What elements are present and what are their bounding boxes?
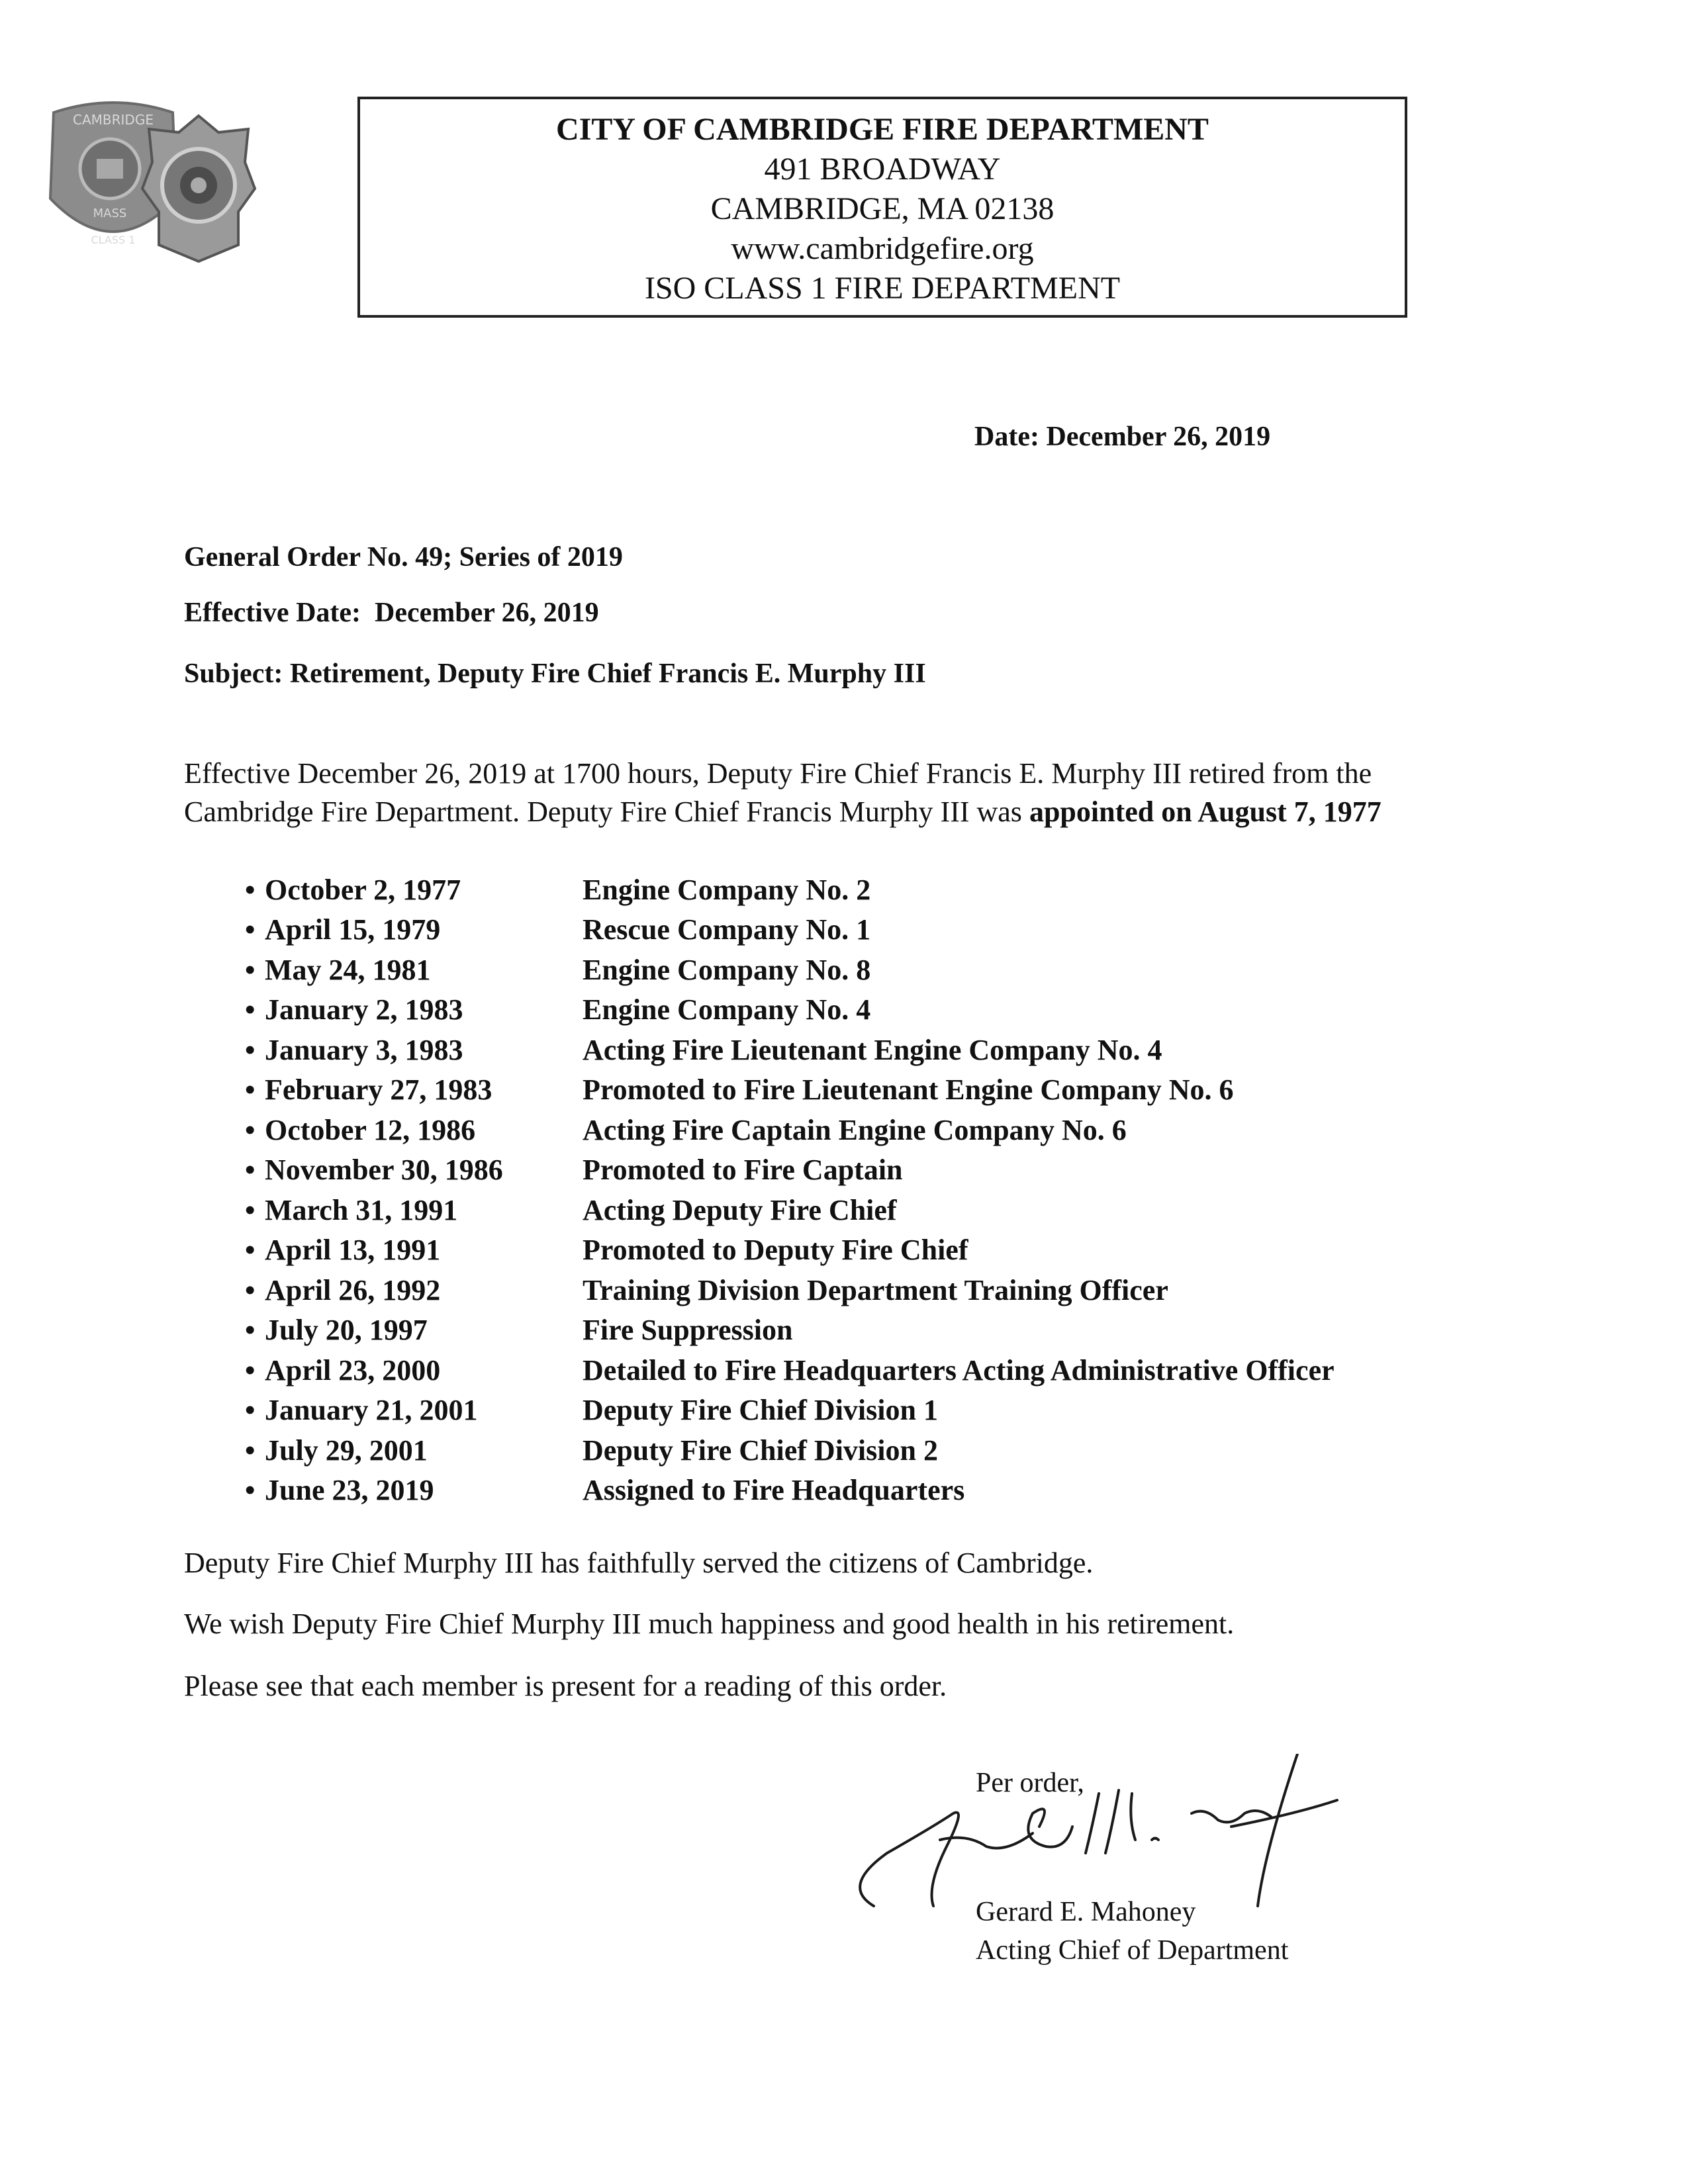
- timeline-event: Engine Company No. 2: [583, 873, 871, 906]
- bullet-icon: •: [245, 1234, 256, 1267]
- department-website: www.cambridgefire.org: [731, 231, 1034, 266]
- timeline-event: Rescue Company No. 1: [583, 913, 871, 946]
- timeline-row: [245, 1190, 1503, 1230]
- timeline-event: Acting Fire Captain Engine Company No. 6: [583, 1113, 1127, 1146]
- bullet-icon: •: [245, 993, 256, 1026]
- bullet-icon: •: [245, 1394, 256, 1427]
- timeline-date: April 26, 1992: [265, 1273, 441, 1306]
- signatory-block: [976, 1893, 1288, 1970]
- timeline-event: Deputy Fire Chief Division 1: [583, 1394, 938, 1427]
- bullet-icon: •: [245, 1113, 256, 1146]
- logo-text-mass: MASS: [93, 206, 127, 220]
- closing-line-3: Please see that each member is present for a reading of this order.: [184, 1670, 947, 1702]
- logo-text-class: CLASS 1: [91, 234, 136, 246]
- department-city: CAMBRIDGE, MA 02138: [710, 191, 1055, 226]
- timeline-row: [245, 1270, 1503, 1310]
- timeline-date: June 23, 2019: [265, 1474, 434, 1507]
- timeline-row: [245, 1390, 1503, 1431]
- department-street: 491 BROADWAY: [764, 152, 1001, 187]
- fire-department-badge-logo: [139, 113, 258, 265]
- intro-line-2-text: Cambridge Fire Department. Deputy Fire Chief Francis Murphy III was: [184, 796, 1029, 828]
- timeline-event: Training Division Department Training Officer: [583, 1273, 1168, 1306]
- timeline-date: April 15, 1979: [265, 913, 441, 946]
- department-header-box: [357, 97, 1407, 318]
- timeline-row: [245, 1230, 1503, 1271]
- timeline-date: March 31, 1991: [265, 1193, 458, 1226]
- bullet-icon: •: [245, 1073, 256, 1107]
- subject-value: Retirement, Deputy Fire Chief Francis E. Murphy III: [289, 659, 926, 689]
- timeline-date: July 20, 1997: [265, 1314, 428, 1347]
- intro-paragraph: [184, 754, 1541, 831]
- timeline-row: [245, 1350, 1503, 1390]
- bullet-icon: •: [245, 1033, 256, 1066]
- timeline-row: [245, 1310, 1503, 1351]
- intro-line-1: Effective December 26, 2019 at 1700 hours, Deputy Fire Chief Francis E. Murphy III retired from the: [184, 757, 1372, 790]
- timeline-event: Fire Suppression: [583, 1314, 793, 1347]
- bullet-icon: •: [245, 1193, 256, 1226]
- intro-line-2: [184, 793, 1541, 831]
- bullet-icon: •: [245, 953, 256, 986]
- timeline-row: [245, 1430, 1503, 1471]
- bullet-icon: •: [245, 873, 256, 906]
- timeline-row: [245, 1030, 1503, 1070]
- timeline-event: Acting Fire Lieutenant Engine Company No. 4: [583, 1033, 1162, 1066]
- bullet-icon: •: [245, 913, 256, 946]
- closing-line-1: Deputy Fire Chief Murphy III has faithfully served the citizens of Cambridge.: [184, 1547, 1094, 1579]
- signatory-title: Acting Chief of Department: [976, 1935, 1289, 1966]
- general-order-number: General Order No. 49; Series of 2019: [184, 542, 623, 572]
- timeline-row: [245, 910, 1503, 950]
- timeline-event: Promoted to Fire Lieutenant Engine Company No. 6: [583, 1073, 1234, 1107]
- timeline-date: April 23, 2000: [265, 1353, 441, 1387]
- timeline-event: Deputy Fire Chief Division 2: [583, 1433, 938, 1467]
- appointment-date: appointed on August 7, 1977: [1029, 796, 1382, 828]
- bullet-icon: •: [245, 1314, 256, 1347]
- timeline-date: April 13, 1991: [265, 1234, 441, 1267]
- bullet-icon: •: [245, 1353, 256, 1387]
- closing-line-2: We wish Deputy Fire Chief Murphy III much happiness and good health in his retirement.: [184, 1608, 1235, 1640]
- timeline-date: October 12, 1986: [265, 1113, 476, 1146]
- timeline-row: [245, 1150, 1503, 1191]
- subject-line: [184, 658, 926, 690]
- timeline-date: January 21, 2001: [265, 1394, 478, 1427]
- timeline-event: Assigned to Fire Headquarters: [583, 1474, 965, 1507]
- timeline-row: [245, 950, 1503, 990]
- department-iso-class: ISO CLASS 1 FIRE DEPARTMENT: [644, 271, 1121, 306]
- bullet-icon: •: [245, 1433, 256, 1467]
- effective-date: [184, 597, 599, 629]
- timeline-event: Promoted to Deputy Fire Chief: [583, 1234, 968, 1267]
- timeline-date: January 2, 1983: [265, 993, 463, 1026]
- per-order-text: Per order,: [976, 1768, 1084, 1798]
- timeline-row: [245, 870, 1503, 910]
- timeline-date: January 3, 1983: [265, 1033, 463, 1066]
- bullet-icon: •: [245, 1154, 256, 1187]
- department-name: CITY OF CAMBRIDGE FIRE DEPARTMENT: [556, 112, 1209, 147]
- timeline-row: [245, 990, 1503, 1030]
- timeline-event: Acting Deputy Fire Chief: [583, 1193, 897, 1226]
- signatory-name: Gerard E. Mahoney: [976, 1897, 1196, 1927]
- timeline-row: [245, 1070, 1503, 1111]
- effective-date-label: Effective Date:: [184, 598, 361, 628]
- bullet-icon: •: [245, 1474, 256, 1507]
- timeline-date: May 24, 1981: [265, 953, 431, 986]
- timeline-event: Promoted to Fire Captain: [583, 1154, 903, 1187]
- timeline-date: November 30, 1986: [265, 1154, 503, 1187]
- subject-label: Subject:: [184, 659, 283, 689]
- timeline-date: February 27, 1983: [265, 1073, 492, 1107]
- timeline-event: Detailed to Fire Headquarters Acting Administrative Officer: [583, 1353, 1335, 1387]
- timeline-row: [245, 1110, 1503, 1150]
- effective-date-value: December 26, 2019: [375, 598, 599, 628]
- timeline-row: [245, 1471, 1503, 1511]
- bullet-icon: •: [245, 1273, 256, 1306]
- timeline-date: October 2, 1977: [265, 873, 461, 906]
- logo-text-cambridge: CAMBRIDGE: [73, 112, 154, 128]
- document-date: Date: December 26, 2019: [974, 422, 1271, 452]
- career-timeline-list: [245, 870, 1503, 1510]
- timeline-event: Engine Company No. 4: [583, 993, 871, 1026]
- timeline-date: July 29, 2001: [265, 1433, 428, 1467]
- timeline-event: Engine Company No. 8: [583, 953, 871, 986]
